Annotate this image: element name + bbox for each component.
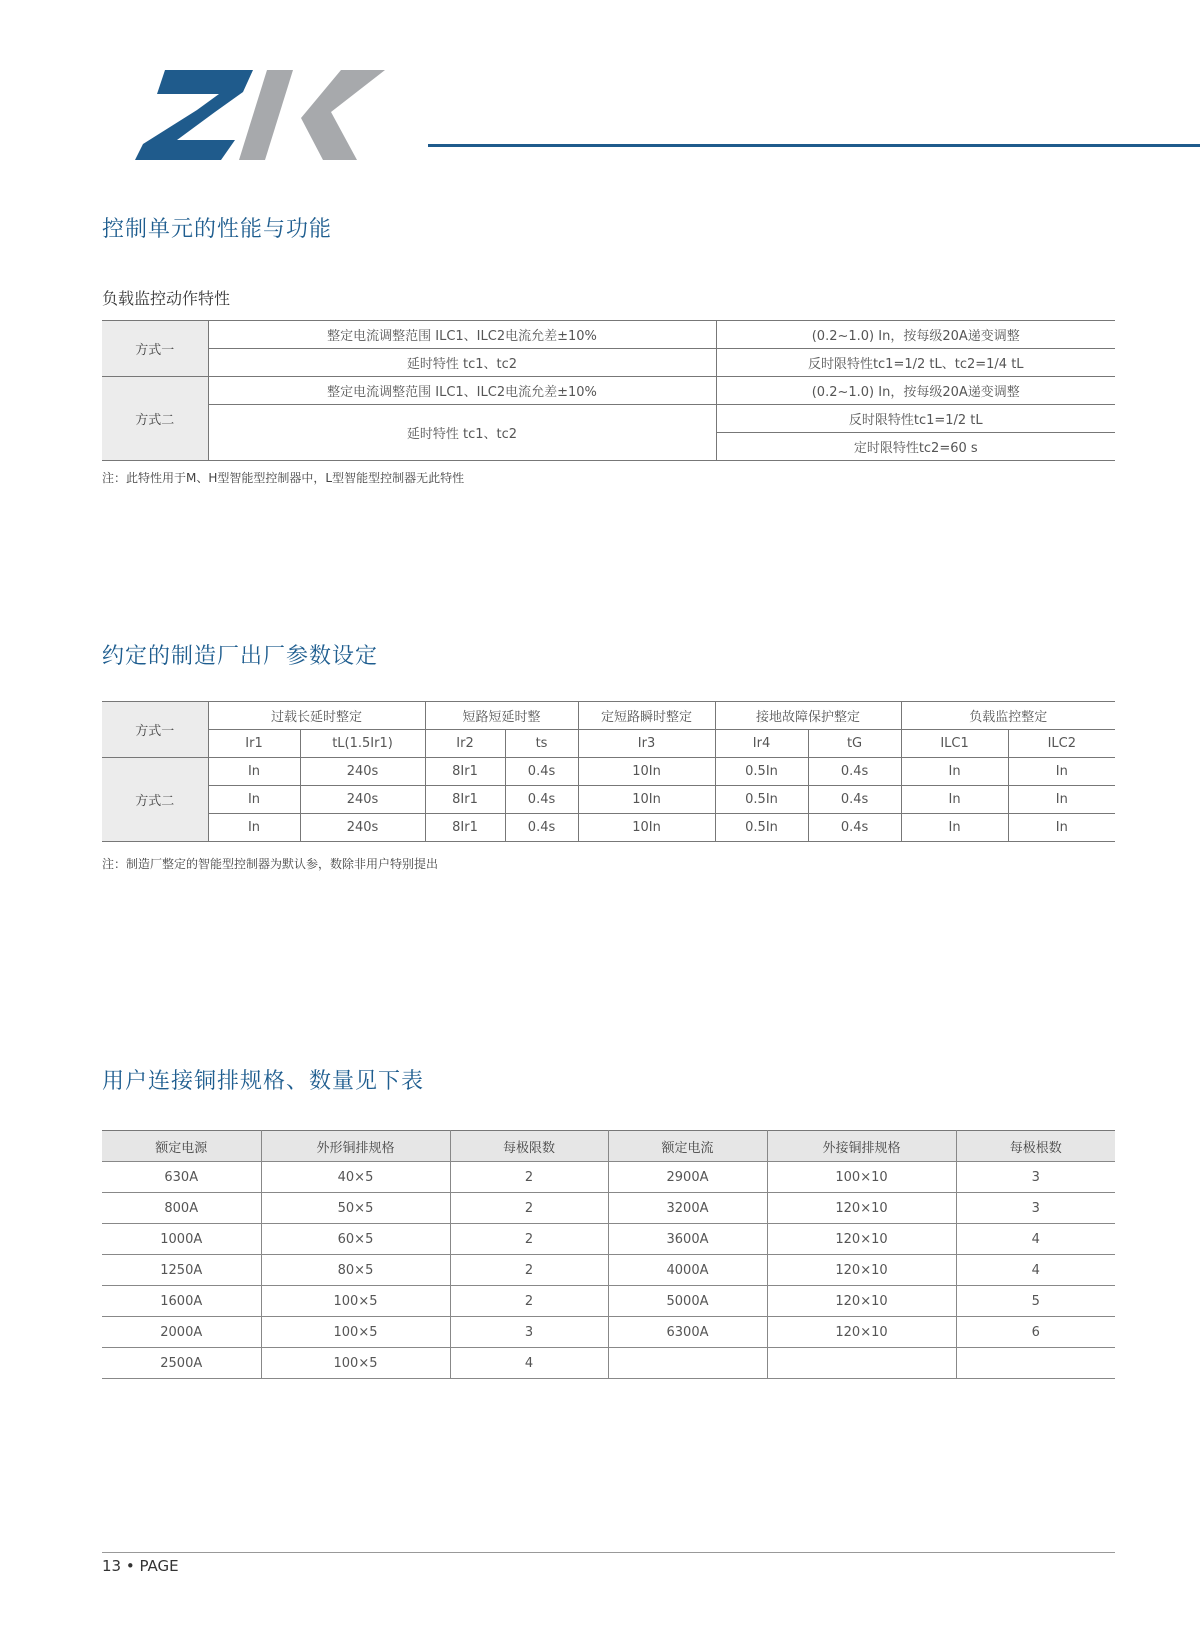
table-cell: In xyxy=(208,758,300,786)
table-cell: 0.4s xyxy=(808,786,901,814)
table-cell: 0.4s xyxy=(505,758,578,786)
table-cell: 4 xyxy=(450,1348,608,1379)
table-cell: 120×10 xyxy=(767,1286,956,1317)
table-cell: 4000A xyxy=(608,1255,767,1286)
table-cell: 240s xyxy=(300,758,425,786)
table-row xyxy=(102,1286,1115,1317)
table-cell: 10In xyxy=(578,758,715,786)
table-cell: 0.4s xyxy=(808,758,901,786)
mode2-current-range: 整定电流调整范围 ILC1、ILC2电流允差±10% xyxy=(208,377,716,405)
zk-logo xyxy=(135,66,395,160)
table-cell: In xyxy=(1008,786,1115,814)
table-cell: In xyxy=(208,814,300,842)
group-header: 定短路瞬时整定 xyxy=(578,702,715,730)
section-title-copper-bar: 用户连接铜排规格、数量见下表 xyxy=(102,1069,425,1094)
table-cell: 100×5 xyxy=(261,1317,450,1348)
table-cell: In xyxy=(1008,758,1115,786)
table-cell: 6 xyxy=(956,1317,1115,1348)
group-header: 负载监控整定 xyxy=(901,702,1115,730)
column-header: 每极根数 xyxy=(956,1131,1115,1162)
mode1-delay-desc: 延时特性 tc1、tc2 xyxy=(208,349,716,377)
table-cell: 8Ir1 xyxy=(425,814,505,842)
logo-z-mark xyxy=(135,70,253,160)
mode1-delay-value: 反时限特性tc1=1/2 tL、tc2=1/4 tL xyxy=(716,349,1115,377)
mode2-label: 方式二 xyxy=(102,377,208,461)
group-header: 过载长延时整定 xyxy=(208,702,425,730)
section1-note: 注：此特性用于M、H型智能型控制器中，L型智能型控制器无此特性 xyxy=(102,471,465,485)
mode1-current-range: 整定电流调整范围 ILC1、ILC2电流允差±10% xyxy=(208,321,716,349)
table-row xyxy=(102,758,1115,786)
table-cell: 50×5 xyxy=(261,1193,450,1224)
table-row xyxy=(102,1224,1115,1255)
table-cell: In xyxy=(901,814,1008,842)
column-header: 每极限数 xyxy=(450,1131,608,1162)
table-cell: 2 xyxy=(450,1255,608,1286)
table-row xyxy=(102,349,1115,377)
table-row xyxy=(102,1317,1115,1348)
table-cell: 3 xyxy=(450,1317,608,1348)
table-cell: 120×10 xyxy=(767,1224,956,1255)
table-cell: In xyxy=(901,786,1008,814)
table-cell: 100×5 xyxy=(261,1286,450,1317)
table-row xyxy=(102,786,1115,814)
logo-k-mark xyxy=(239,70,385,160)
table-cell: 0.5In xyxy=(715,786,808,814)
subheader-cell: Ir1 xyxy=(208,730,300,758)
table-cell: 630A xyxy=(102,1162,261,1193)
group-header: 接地故障保护整定 xyxy=(715,702,901,730)
header-rule xyxy=(428,144,1200,147)
mode2-current-value: (0.2~1.0) In，按每级20A递变调整 xyxy=(716,377,1115,405)
table-cell: 3200A xyxy=(608,1193,767,1224)
table-cell: 2 xyxy=(450,1286,608,1317)
table-cell: 2 xyxy=(450,1193,608,1224)
mode2-delay-value-b: 定时限特性tc2=60 s xyxy=(716,433,1115,461)
subheader-cell: Ir4 xyxy=(715,730,808,758)
subheader-cell: tG xyxy=(808,730,901,758)
table-cell: 240s xyxy=(300,814,425,842)
page-number: 13 • PAGE xyxy=(102,1557,179,1575)
table-row xyxy=(102,814,1115,842)
table-cell: 240s xyxy=(300,786,425,814)
table-cell: 40×5 xyxy=(261,1162,450,1193)
copper-bar-table xyxy=(102,1130,1115,1379)
table-cell: 2000A xyxy=(102,1317,261,1348)
footer-rule xyxy=(102,1552,1115,1553)
load-monitor-table xyxy=(102,320,1115,461)
table-cell: 2 xyxy=(450,1224,608,1255)
table-cell: 120×10 xyxy=(767,1193,956,1224)
table-cell xyxy=(767,1348,956,1379)
mode1-label: 方式一 xyxy=(102,702,208,758)
table-row xyxy=(102,321,1115,349)
table-cell: 5 xyxy=(956,1286,1115,1317)
table-cell: 0.4s xyxy=(505,814,578,842)
table-cell: 4 xyxy=(956,1255,1115,1286)
table-cell: 3 xyxy=(956,1162,1115,1193)
table-row xyxy=(102,730,1115,758)
table-cell: 2500A xyxy=(102,1348,261,1379)
table-cell: 0.4s xyxy=(808,814,901,842)
section2-note: 注：制造厂整定的智能型控制器为默认参，数除非用户特别提出 xyxy=(102,857,439,871)
mode1-current-value: (0.2~1.0) In，按每级20A递变调整 xyxy=(716,321,1115,349)
table-cell: 100×5 xyxy=(261,1348,450,1379)
group-header: 短路短延时整 xyxy=(425,702,578,730)
table-row xyxy=(102,1255,1115,1286)
table-cell: 1250A xyxy=(102,1255,261,1286)
table-cell: 0.4s xyxy=(505,786,578,814)
table-cell: 5000A xyxy=(608,1286,767,1317)
table-cell: 3 xyxy=(956,1193,1115,1224)
table-cell: 80×5 xyxy=(261,1255,450,1286)
table-row xyxy=(102,1162,1115,1193)
mode1-label: 方式一 xyxy=(102,321,208,377)
table-cell: 3600A xyxy=(608,1224,767,1255)
table-cell: 2 xyxy=(450,1162,608,1193)
table-row xyxy=(102,1348,1115,1379)
column-header: 额定电流 xyxy=(608,1131,767,1162)
table-row xyxy=(102,377,1115,405)
section-title-control-unit: 控制单元的性能与功能 xyxy=(102,217,333,242)
table-cell: 4 xyxy=(956,1224,1115,1255)
table-cell: 0.5In xyxy=(715,814,808,842)
mode2-delay-desc: 延时特性 tc1、tc2 xyxy=(208,405,716,461)
table-row xyxy=(102,1193,1115,1224)
subheader-cell: ILC2 xyxy=(1008,730,1115,758)
column-header: 外接铜排规格 xyxy=(767,1131,956,1162)
table-row xyxy=(102,702,1115,730)
table-cell: 8Ir1 xyxy=(425,786,505,814)
subheader-cell: Ir2 xyxy=(425,730,505,758)
table-cell: In xyxy=(901,758,1008,786)
table-cell: 1000A xyxy=(102,1224,261,1255)
table-cell: 120×10 xyxy=(767,1317,956,1348)
factory-settings-table xyxy=(102,701,1115,842)
column-header: 额定电源 xyxy=(102,1131,261,1162)
table-cell: In xyxy=(1008,814,1115,842)
table-header-row xyxy=(102,1131,1115,1162)
table-cell xyxy=(956,1348,1115,1379)
table-cell: 10In xyxy=(578,814,715,842)
mode2-label: 方式二 xyxy=(102,758,208,842)
section-title-factory-settings: 约定的制造厂出厂参数设定 xyxy=(102,644,379,669)
subheader-cell: ILC1 xyxy=(901,730,1008,758)
subheader-cell: ts xyxy=(505,730,578,758)
table-cell: 800A xyxy=(102,1193,261,1224)
table-cell: 1600A xyxy=(102,1286,261,1317)
subsection-title-load-monitor: 负载监控动作特性 xyxy=(102,289,231,308)
table-cell: 0.5In xyxy=(715,758,808,786)
table-cell: In xyxy=(208,786,300,814)
table-cell: 8Ir1 xyxy=(425,758,505,786)
column-header: 外形铜排规格 xyxy=(261,1131,450,1162)
table-cell: 2900A xyxy=(608,1162,767,1193)
table-cell: 60×5 xyxy=(261,1224,450,1255)
table-cell: 120×10 xyxy=(767,1255,956,1286)
table-cell: 6300A xyxy=(608,1317,767,1348)
table-cell: 10In xyxy=(578,786,715,814)
table-cell: 100×10 xyxy=(767,1162,956,1193)
subheader-cell: Ir3 xyxy=(578,730,715,758)
table-cell xyxy=(608,1348,767,1379)
subheader-cell: tL(1.5Ir1) xyxy=(300,730,425,758)
mode2-delay-value-a: 反时限特性tc1=1/2 tL xyxy=(716,405,1115,433)
table-row xyxy=(102,405,1115,433)
